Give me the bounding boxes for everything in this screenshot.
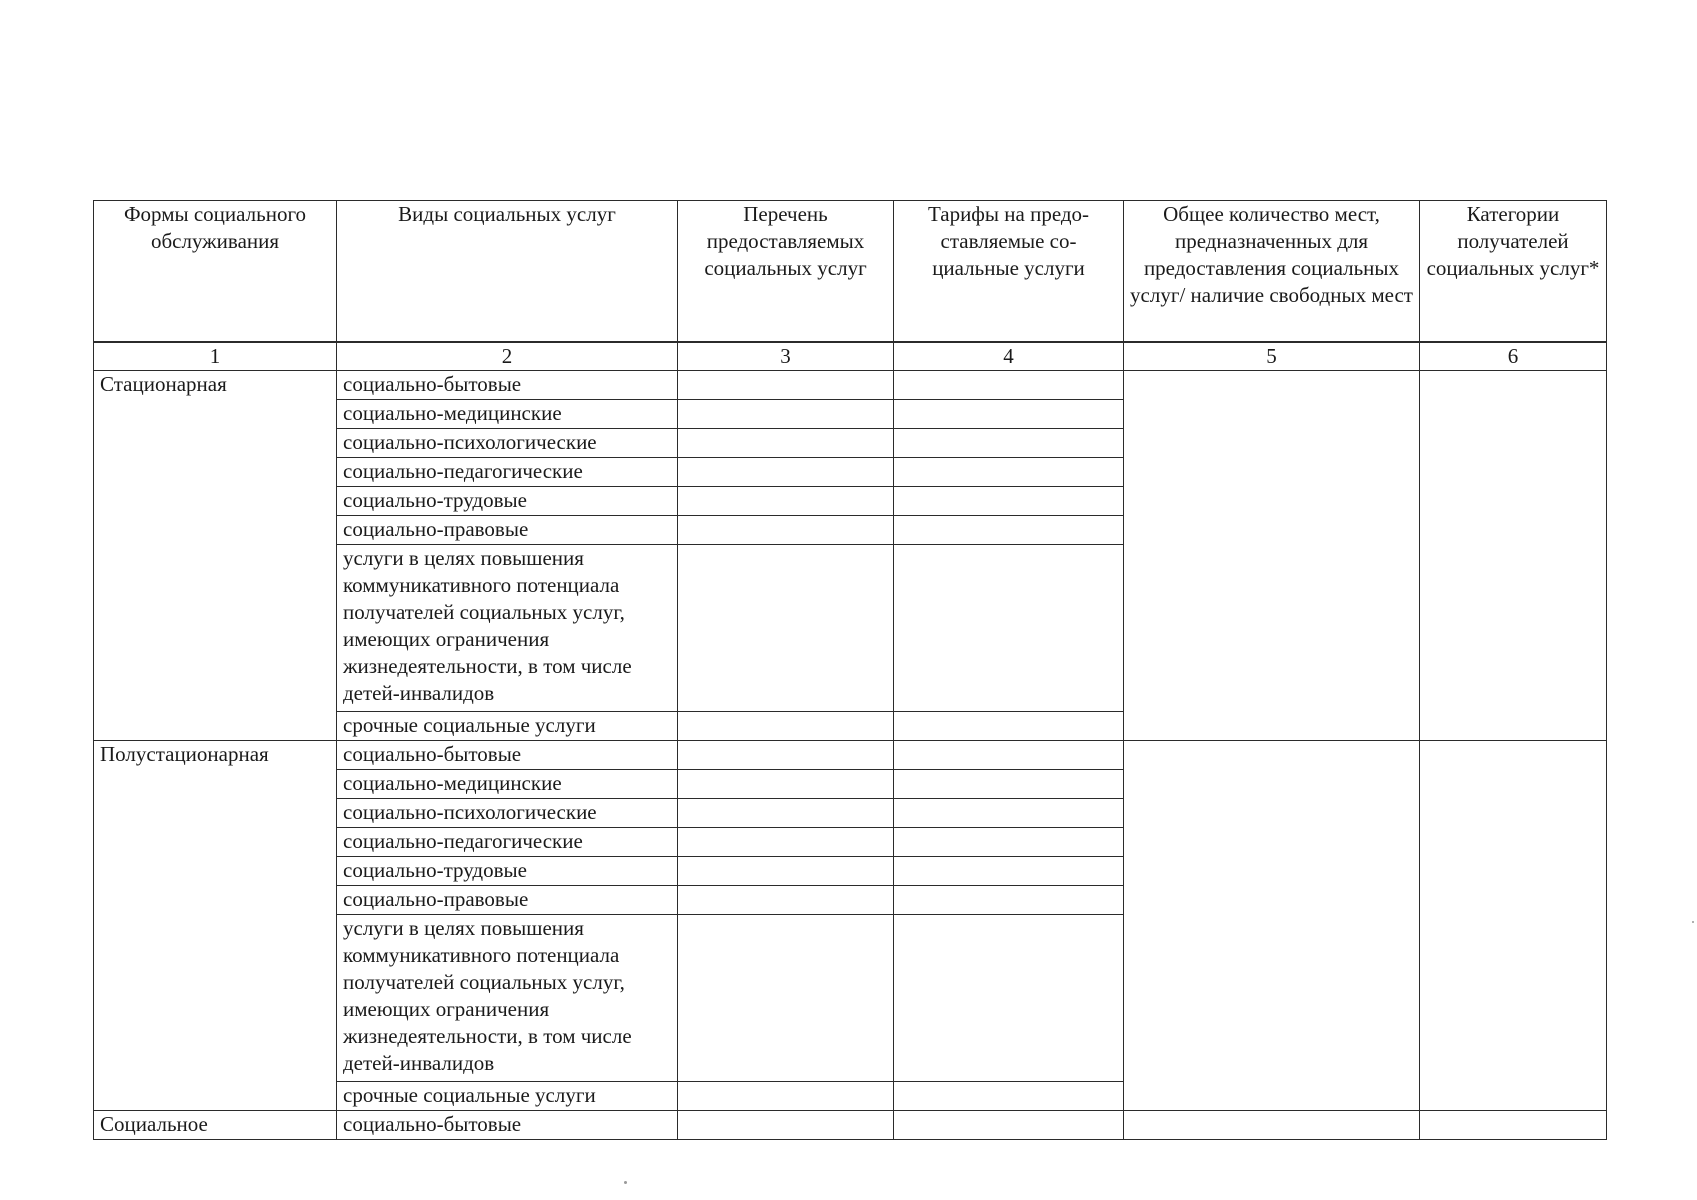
tariff-cell [894, 371, 1124, 400]
column-number: 5 [1124, 342, 1420, 371]
kind-cell: социально-психологические [337, 799, 678, 828]
list-cell [678, 458, 894, 487]
form-cell-stationary: Стационарная [94, 371, 337, 741]
table-row [94, 371, 1607, 400]
tariff-cell [894, 857, 1124, 886]
kind-cell: срочные социальные услуги [337, 712, 678, 741]
list-cell [678, 857, 894, 886]
list-cell [678, 487, 894, 516]
scan-speck [624, 1181, 627, 1184]
list-cell [678, 545, 894, 712]
tariff-cell [894, 1082, 1124, 1111]
kind-cell: социально-медицинские [337, 770, 678, 799]
kind-cell: социально-бытовые [337, 741, 678, 770]
header-categories: Категории получателей социальных услуг* [1420, 201, 1607, 343]
tariff-cell [894, 429, 1124, 458]
tariff-cell [894, 458, 1124, 487]
tariff-cell [894, 1111, 1124, 1140]
kind-cell: социально-трудовые [337, 487, 678, 516]
header-places: Общее количество мест, предназначенных для предоставления социальных услуг/ наличие свободных мест [1124, 201, 1420, 343]
list-cell [678, 371, 894, 400]
list-cell [678, 1111, 894, 1140]
categories-cell [1420, 741, 1607, 1111]
kind-cell: социально-правовые [337, 886, 678, 915]
categories-cell [1420, 371, 1607, 741]
kind-cell: социально-педагогические [337, 828, 678, 857]
tariff-cell [894, 545, 1124, 712]
tariff-cell [894, 516, 1124, 545]
tariff-cell [894, 741, 1124, 770]
column-number: 4 [894, 342, 1124, 371]
list-cell [678, 400, 894, 429]
tariff-cell [894, 799, 1124, 828]
list-cell [678, 741, 894, 770]
column-number: 6 [1420, 342, 1607, 371]
list-cell [678, 712, 894, 741]
list-cell [678, 770, 894, 799]
table-row [94, 741, 1607, 770]
tariff-cell [894, 400, 1124, 429]
kind-cell: социально-педагогические [337, 458, 678, 487]
kind-cell: срочные социальные услуги [337, 1082, 678, 1111]
column-number-row [94, 342, 1607, 371]
form-cell-semi-stationary: Полустационарная [94, 741, 337, 1111]
social-services-table [93, 200, 1607, 1140]
tariff-cell [894, 770, 1124, 799]
header-list: Перечень предоставляемых социальных услуг [678, 201, 894, 343]
tariff-cell [894, 487, 1124, 516]
places-cell [1124, 741, 1420, 1111]
kind-cell: социально-психологические [337, 429, 678, 458]
tariff-cell [894, 828, 1124, 857]
form-cell-social: Социальное [94, 1111, 337, 1140]
kind-cell: услуги в целях повышения коммуникативного потенциала получателей социальных услуг, имеющих ограничения жизнедеятельности, в том числе детей-инвалидов [337, 545, 678, 712]
kind-cell: услуги в целях повышения коммуникативного потенциала получателей социальных услуг, имеющих ограничения жизнедеятельности, в том числе детей-инвалидов [337, 915, 678, 1082]
list-cell [678, 828, 894, 857]
list-cell [678, 799, 894, 828]
kind-cell: социально-медицинские [337, 400, 678, 429]
header-forms: Формы социального обслуживания [94, 201, 337, 343]
header-tariffs: Тарифы на предо-ставляемые со-циальные услуги [894, 201, 1124, 343]
places-cell [1124, 1111, 1420, 1140]
table-row [94, 1111, 1607, 1140]
list-cell [678, 516, 894, 545]
kind-cell: социально-правовые [337, 516, 678, 545]
places-cell [1124, 371, 1420, 741]
scan-speck [1692, 921, 1694, 923]
tariff-cell [894, 915, 1124, 1082]
kind-cell: социально-бытовые [337, 371, 678, 400]
header-row [94, 201, 1607, 343]
list-cell [678, 915, 894, 1082]
tariff-cell [894, 886, 1124, 915]
kind-cell: социально-трудовые [337, 857, 678, 886]
list-cell [678, 1082, 894, 1111]
tariff-cell [894, 712, 1124, 741]
kind-cell: социально-бытовые [337, 1111, 678, 1140]
list-cell [678, 429, 894, 458]
column-number: 1 [94, 342, 337, 371]
column-number: 2 [337, 342, 678, 371]
list-cell [678, 886, 894, 915]
categories-cell [1420, 1111, 1607, 1140]
header-kinds: Виды социальных услуг [337, 201, 678, 343]
column-number: 3 [678, 342, 894, 371]
